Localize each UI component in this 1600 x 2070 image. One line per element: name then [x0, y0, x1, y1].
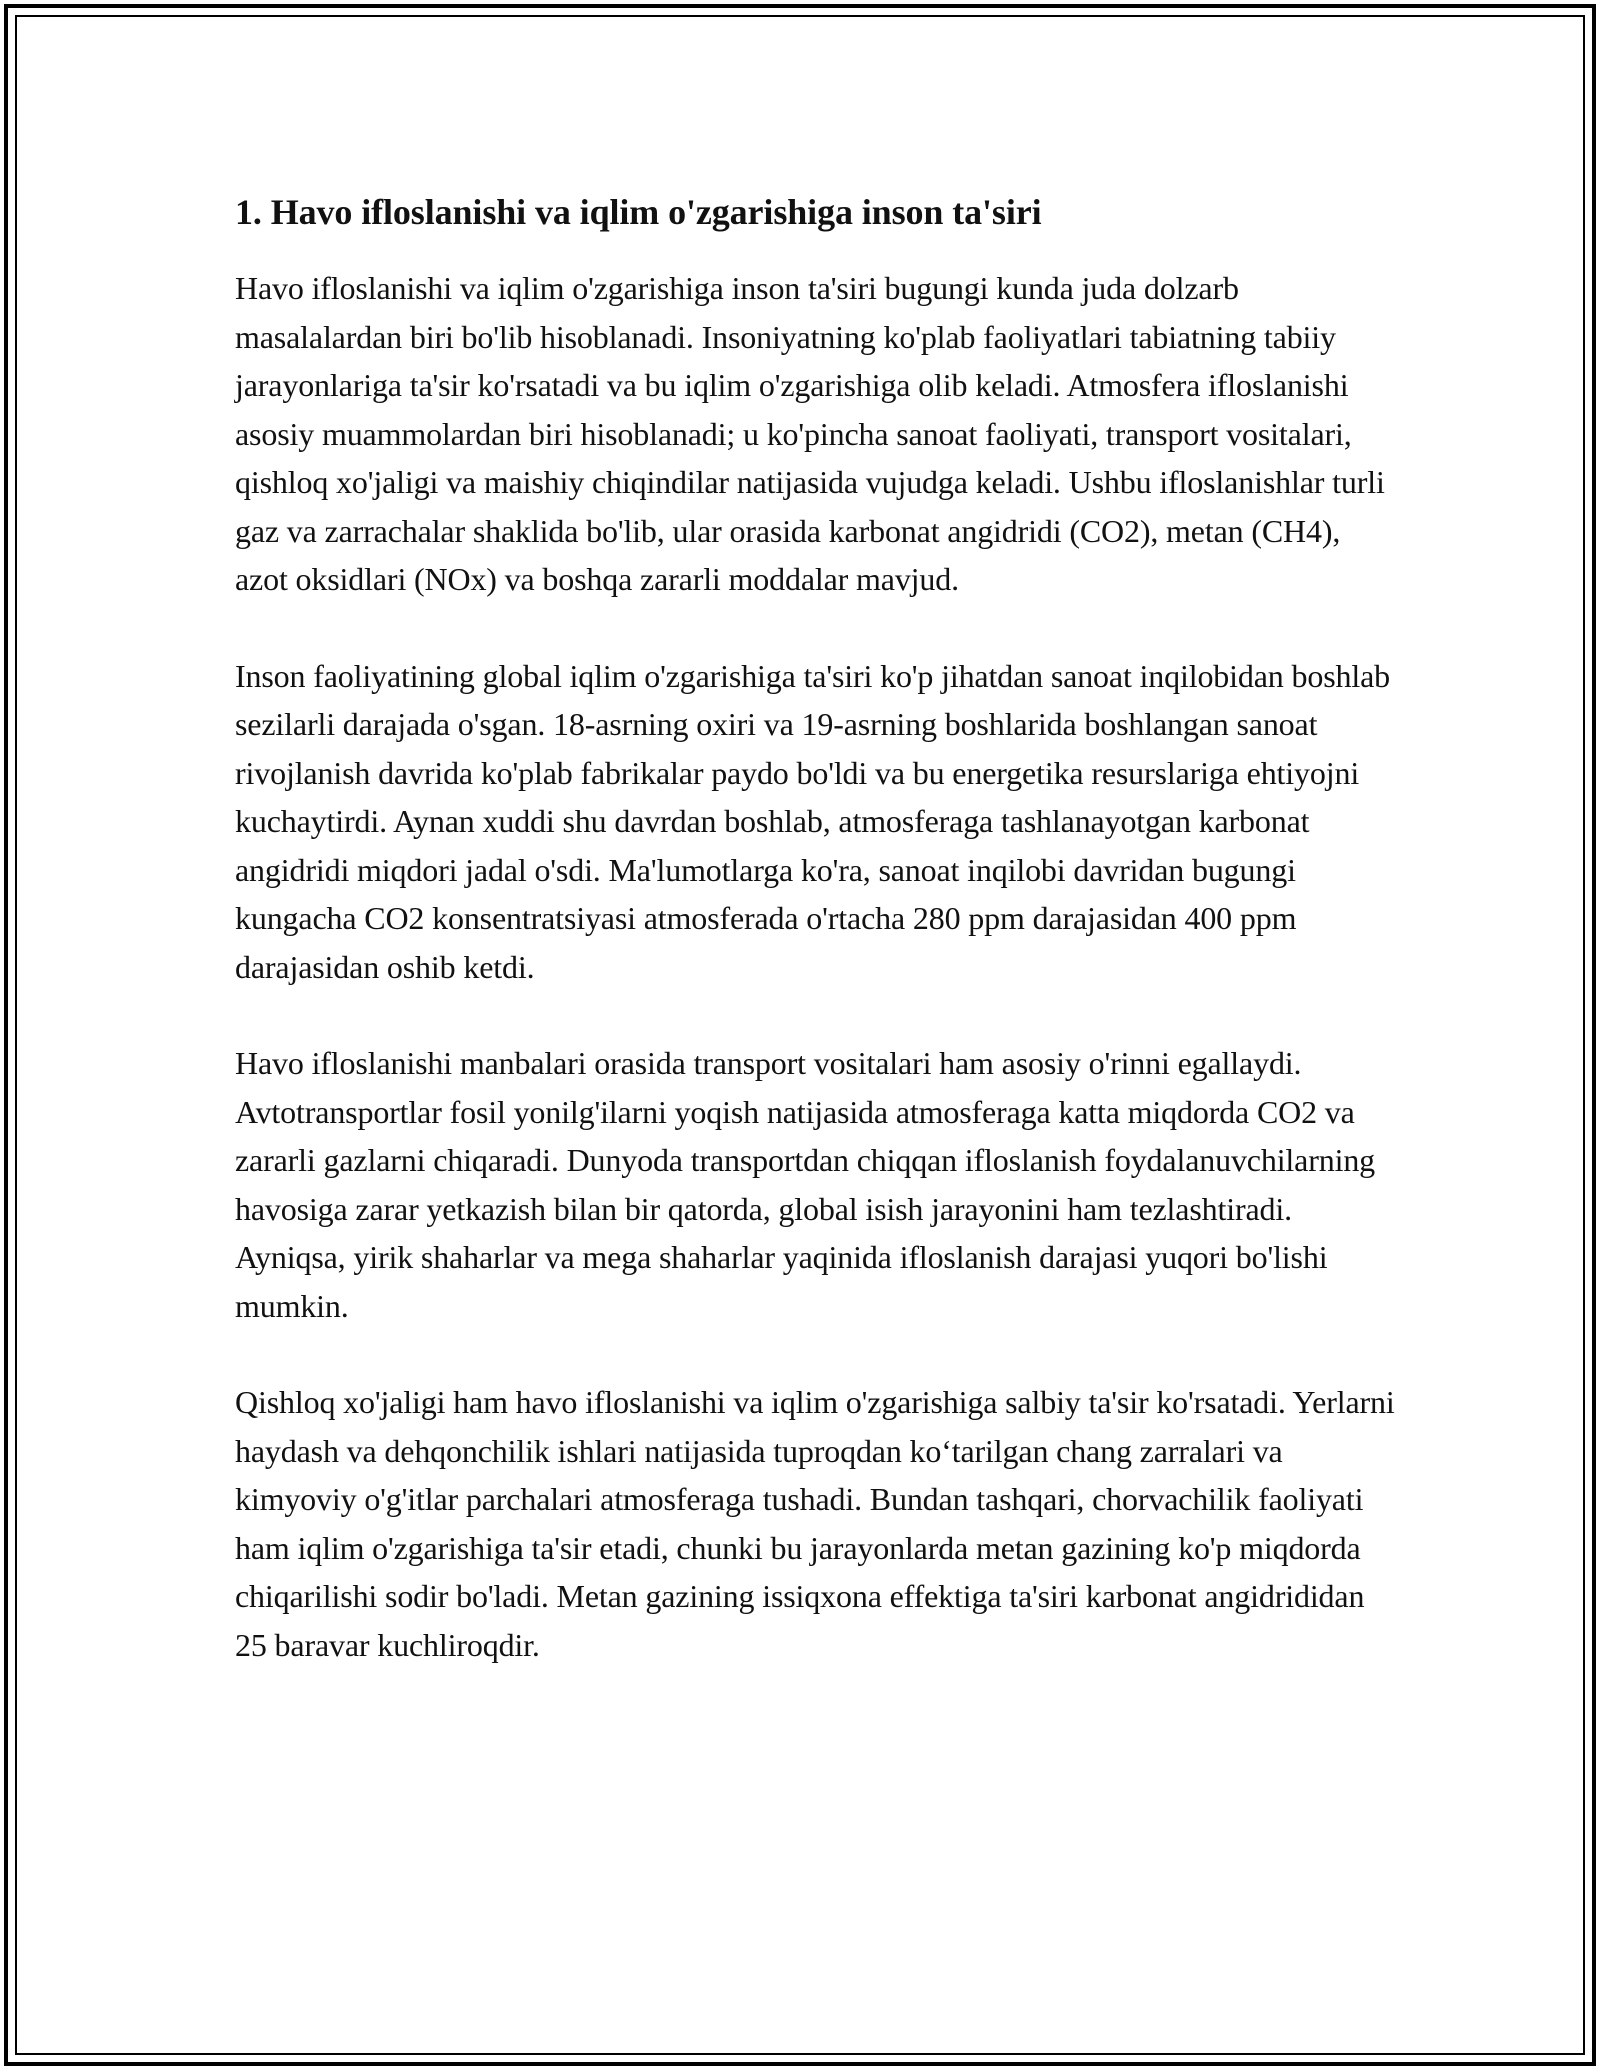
document-page	[235, 186, 1395, 1717]
paragraph-4: Qishloq xo'jaligi ham havo ifloslanishi va iqlim o'zgarishiga salbiy ta'sir ko'rsatadi. Yerlarni haydash va dehqonchilik ishlari natijasida tuproqdan ko‘tarilgan chang zarralari va kimyoviy o'g'itlar parchalari atmosferaga tushadi. Bundan tashqari, chorvachilik faoliyati ham iqlim o'zgarishiga ta'sir etadi, chunki bu jarayonlarda metan gazining ko'p miqdorda chiqarilishi sodir bo'ladi. Metan gazining issiqxona effektiga ta'siri karbonat angidrididan 25 baravar kuchliroqdir.	[235, 1384, 1395, 1663]
paragraph-2: Inson faoliyatining global iqlim o'zgarishiga ta'siri ko'p jihatdan sanoat inqilobidan boshlab sezilarli darajada o'sgan. 18-asrning oxiri va 19-asrning boshlarida boshlangan sanoat rivojlanish davrida ko'plab fabrikalar paydo bo'ldi va bu energetika resurslariga ehtiyojni kuchaytirdi. Aynan xuddi shu davrdan boshlab, atmosferaga tashlanayotgan karbonat angidridi miqdori jadal o'sdi. Ma'lumotlarga ko'ra, sanoat inqilobi davridan bugungi kungacha CO2 konsentratsiyasi atmosferada o'rtacha 280 ppm darajasidan 400 ppm darajasidan oshib ketdi.	[235, 657, 1390, 985]
section-heading: 1. Havo ifloslanishi va iqlim o'zgarishiga inson ta'siri	[235, 192, 1042, 232]
paragraph-3: Havo ifloslanishi manbalari orasida transport vositalari ham asosiy o'rinni egallaydi. Avtotransportlar fosil yonilg'ilarni yoqish natijasida atmosferaga katta miqdorda CO2 va zararli gazlarni chiqaradi. Dunyoda transportdan chiqqan ifloslanish foydalanuvchilarning havosiga zarar yetkazish bilan bir qatorda, global isish jarayonini ham tezlashtiradi. Ayniqsa, yirik shaharlar va mega shaharlar yaqinida ifloslanish darajasi yuqori bo'lishi mumkin.	[235, 1045, 1376, 1324]
paragraph-1: Havo ifloslanishi va iqlim o'zgarishiga inson ta'siri bugungi kunda juda dolzarb masalalardan biri bo'lib hisoblanadi. Insoniyatning ko'plab faoliyatlari tabiatning tabiiy jarayonlariga ta'sir ko'rsatadi va bu iqlim o'zgarishiga olib keladi. Atmosfera ifloslanishi asosiy muammolardan biri hisoblanadi; u ko'pincha sanoat faoliyati, transport vositalari, qishloq xo'jaligi va maishiy chiqindilar natijasida vujudga keladi. Ushbu ifloslanishlar turli gaz va zarrachalar shaklida bo'lib, ular orasida karbonat angidridi (CO2), metan (CH4), azot oksidlari (NOx) va boshqa zararli moddalar mavjud.	[235, 270, 1385, 597]
